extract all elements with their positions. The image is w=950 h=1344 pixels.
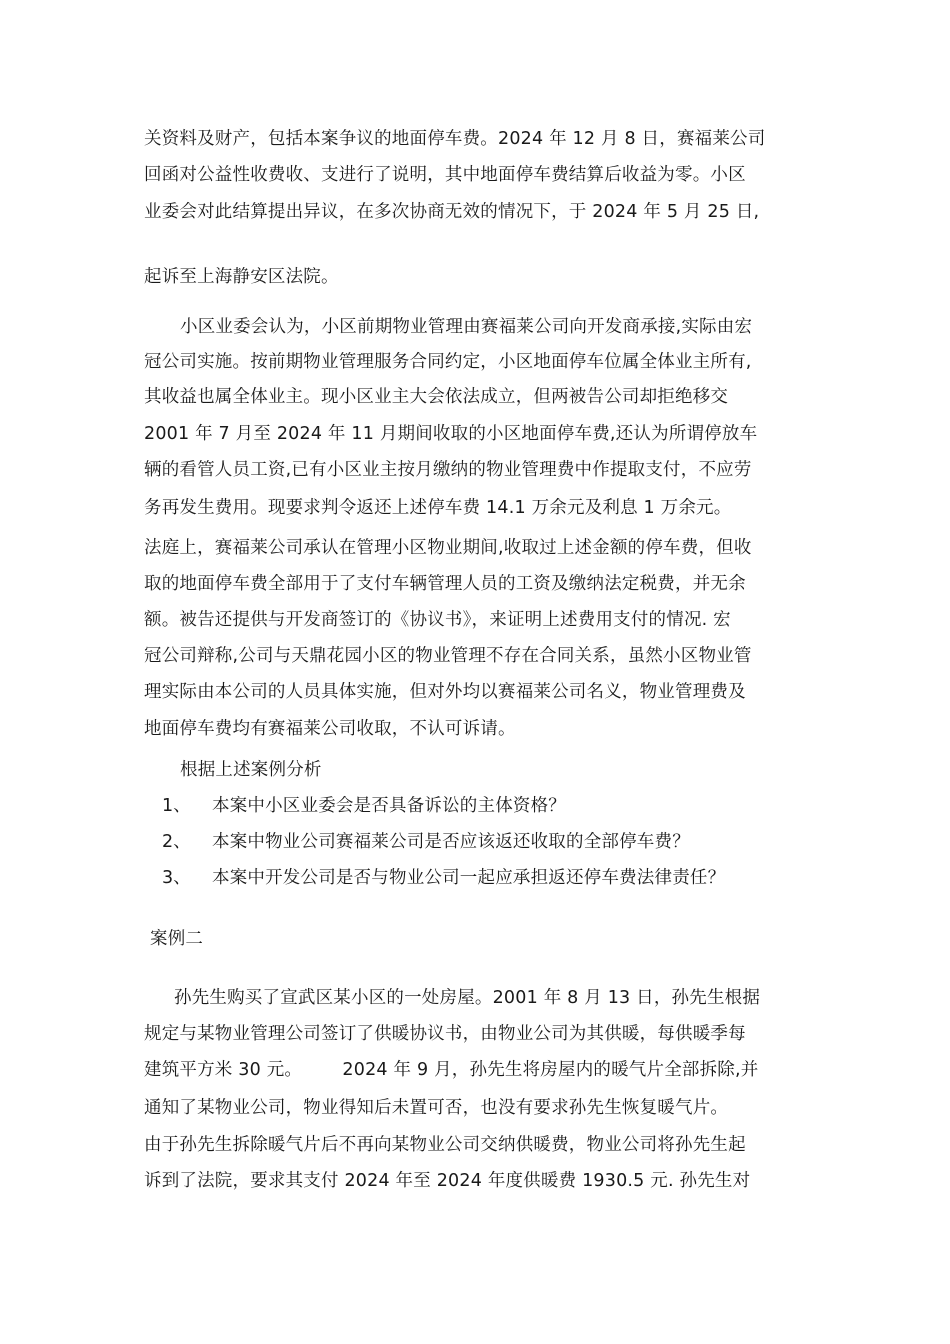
paragraph-3-line-1: 法庭上，赛福莱公司承认在管理小区物业期间,收取过上述金额的停车费，但收 bbox=[144, 538, 752, 558]
paragraph-1-line-1: 关资料及财产，包括本案争议的地面停车费。2024 年 12 月 8 日，赛福莱公司 bbox=[144, 129, 766, 149]
paragraph-3-line-2: 取的地面停车费全部用于了支付车辆管理人员的工资及缴纳法定税费，并无余 bbox=[144, 574, 746, 594]
paragraph-3-line-6: 地面停车费均有赛福莱公司收取，不认可诉请。 bbox=[144, 719, 516, 739]
paragraph-2-line-5: 辆的看管人员工资,已有小区业主按月缴纳的物业管理费中作提取支付，不应劳 bbox=[144, 460, 752, 480]
paragraph-2-line-4: 2001 年 7 月至 2024 年 11 月期间收取的小区地面停车费,还认为所谓停放车 bbox=[144, 424, 758, 444]
question-1-number: 1、 bbox=[162, 796, 191, 816]
question-2-text: 本案中物业公司赛福莱公司是否应该返还收取的全部停车费？ bbox=[212, 832, 690, 852]
paragraph-5-line-1: 由于孙先生拆除暖气片后不再向某物业公司交纳供暖费，物业公司将孙先生起 bbox=[144, 1135, 746, 1155]
paragraph-4-line-4: 通知了某物业公司，物业得知后未置可否，也没有要求孙先生恢复暖气片。 bbox=[144, 1098, 729, 1118]
paragraph-1-line-2: 回函对公益性收费收、支进行了说明，其中地面停车费结算后收益为零。小区 bbox=[144, 165, 746, 185]
paragraph-2-line-1: 小区业委会认为，小区前期物业管理由赛福莱公司向开发商承接,实际由宏 bbox=[180, 317, 753, 337]
paragraph-4-line-3: 建筑平方米 30 元。 2024 年 9 月，孙先生将房屋内的暖气片全部拆除,并 bbox=[144, 1060, 759, 1080]
paragraph-3-line-3: 额。被告还提供与开发商签订的《协议书》，来证明上述费用支付的情况. 宏 bbox=[144, 610, 731, 630]
paragraph-2-line-6: 务再发生费用。现要求判令返还上述停车费 14.1 万余元及利息 1 万余元。 bbox=[144, 498, 732, 518]
case-2-heading: 案例二 bbox=[150, 929, 204, 949]
question-2-number: 2、 bbox=[162, 832, 191, 852]
question-3-number: 3、 bbox=[162, 868, 191, 888]
paragraph-4-line-1: 孙先生购买了宣武区某小区的一处房屋。2001 年 8 月 13 日，孙先生根据 bbox=[174, 988, 761, 1008]
question-1-text: 本案中小区业委会是否具备诉讼的主体资格？ bbox=[212, 796, 566, 816]
paragraph-3-line-5: 理实际由本公司的人员具体实施，但对外均以赛福莱公司名义，物业管理费及 bbox=[144, 682, 746, 702]
paragraph-4-line-2: 规定与某物业管理公司签订了供暖协议书，由物业公司为其供暖，每供暖季每 bbox=[144, 1024, 746, 1044]
paragraph-5-line-2: 诉到了法院，要求其支付 2024 年至 2024 年度供暖费 1930.5 元. 孙先生对 bbox=[144, 1171, 751, 1191]
paragraph-2-line-3: 其收益也属全体业主。现小区业主大会依法成立，但两被告公司却拒绝移交 bbox=[144, 387, 729, 407]
analysis-heading: 根据上述案例分析 bbox=[180, 760, 322, 780]
question-3-text: 本案中开发公司是否与物业公司一起应承担返还停车费法律责任？ bbox=[212, 868, 726, 888]
paragraph-2-line-2: 冠公司实施。按前期物业管理服务合同约定，小区地面停车位属全体业主所有, bbox=[144, 352, 752, 372]
paragraph-3-line-4: 冠公司辩称,公司与天鼎花园小区的物业管理不存在合同关系，虽然小区物业管 bbox=[144, 646, 752, 666]
paragraph-1-line-3: 业委会对此结算提出异议，在多次协商无效的情况下，于 2024 年 5 月 25 日, bbox=[144, 202, 760, 222]
paragraph-1-line-4: 起诉至上海静安区法院。 bbox=[144, 267, 339, 287]
